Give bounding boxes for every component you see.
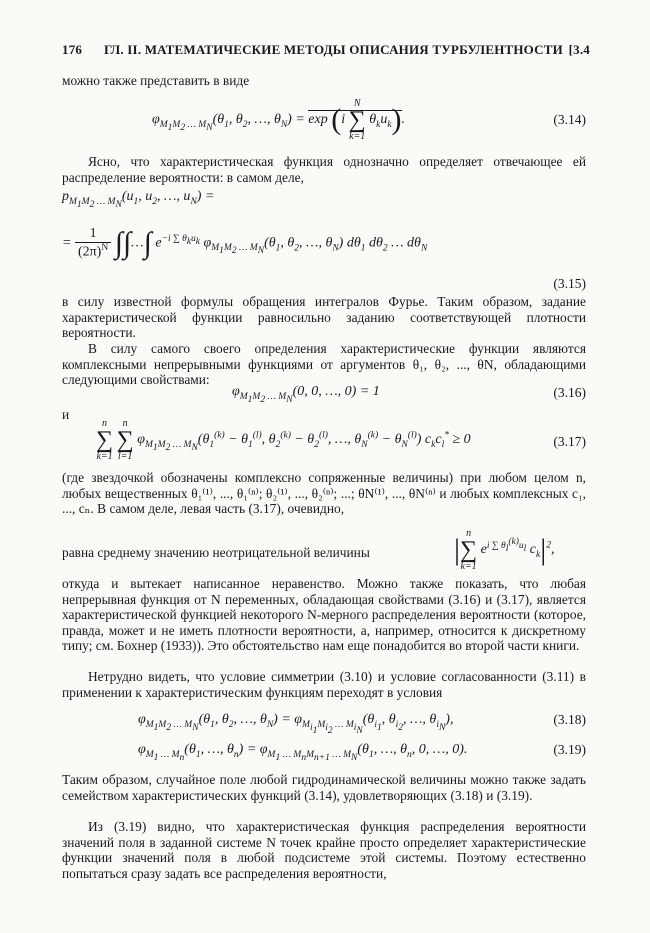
paragraph-6: (где звездочкой обозначены комплексно сопряженные величины) при любом целом n, любых вещественных θ₁⁽¹⁾, ..., θ₁⁽ⁿ⁾; θ₂⁽¹⁾, ..., θ₂⁽ⁿ⁾; ...; θN⁽¹⁾, ..., θN⁽ⁿ⁾ и любых комплексных c₁, ..., cₙ. В самом деле, левая часть (3.17), очевидно,: [62, 470, 586, 517]
equation-number-3-14: (3.14): [553, 112, 586, 127]
equation-number-3-18: (3.18): [553, 712, 586, 727]
chapter-title: ГЛ. II. МАТЕМАТИЧЕСКИЕ МЕТОДЫ ОПИСАНИЯ ТУРБУЛЕНТНОСТИ: [104, 42, 563, 57]
equation-number-3-19: (3.19): [553, 742, 586, 757]
paragraph-10: Из (3.19) видно, что характеристическая функция распределения вероятности значений поля в заданной системе N точек крайне просто определяет характеристические функции значений поля в любой подсистеме этой системы. Поэтому естественно попытаться сразу задать все распределения вероятности,: [62, 819, 586, 881]
equation-3-15-rhs: = $\frac{1}{(2\pi)^N}$ ∫∫…∫ $e^{-i \sum \theta_ku_k}$ $\varphi_{M_1M_2 \dots M_N}(\theta_1$, $\theta_2$, …, $\theta_N$) $d\theta_1$ $d\theta_2$ … $d\theta_N$: [62, 226, 428, 260]
equation-3-14: $\varphi_{M_1M_2 \dots M_N}(\theta_1$, $\theta_2$, …, $\theta_N) = \exp (i$ N ∑ k=1 $\theta_ku_k$).: [152, 98, 406, 142]
equation-3-16: $\varphi_{M_1M_2 \dots M_N}(0$, 0, …, 0) = 1: [232, 384, 380, 405]
paragraph-6b: равна среднему значению неотрицательной величины: [62, 545, 370, 560]
equation-number-3-16: (3.16): [553, 385, 586, 400]
equation-3-19: $\varphi_{M_1 \dots M_n}(\theta_1$, …, $\theta_n) = \varphi_{M_1 \dots M_nM_{n+1} \dots M_N}(\theta_1$, …, $\theta_n$, 0, …, 0).: [138, 742, 468, 763]
paragraph-7: откуда и вытекает написанное неравенство. Можно также показать, что любая непрерывная функция от N переменных, обладающая свойствами (3.16) и (3.17), является характеристической функцией некоторого N-мерного распределения вероятности (которое, правда, может и не иметь плотности вероятности, а, например, относится к дискретному типу; см. Бохнер (1933)). Это обстоятельство нам еще понадобится во второй части книги.: [62, 576, 586, 654]
section-number: [3.4: [568, 42, 590, 57]
equation-3-17: n ∑ k=1 n ∑ l=1 $\varphi_{M_1M_2 \dots M_N}(\theta_1^{(k)} - \theta_1^{(l)}$, $\theta_2^{(k)} - \theta_2^{(l)}$, …, $\theta_N^{(k)} - \theta_N^{(l)}$) $c_kc_l^* \ge 0$: [96, 418, 471, 462]
equation-number-3-15: (3.15): [553, 276, 586, 291]
paragraph-9: Таким образом, случайное поле любой гидродинамической величины можно также задать семейством характеристических функций (3.14), удовлетворяющих (3.18) и (3.19).: [62, 772, 586, 803]
paragraph-8: Нетрудно видеть, что условие симметрии (3.10) и условие согласованности (3.11) в применении к характеристическим функциям переходят в условия: [62, 669, 586, 700]
paragraph-and: и: [62, 407, 70, 422]
paragraph-1: можно также представить в виде: [62, 73, 250, 88]
page-number: 176: [62, 42, 83, 57]
paragraph-4: В силу самого своего определения характеристические функции являются комплексными непрерывными функциями от аргументов θ₁, θ₂, ..., θN, обладающими следующими свойствами:: [62, 341, 586, 388]
equation-number-3-17: (3.17): [553, 434, 586, 449]
equation-3-18: $\varphi_{M_1M_2 \dots M_N}(\theta_1$, $\theta_2$, …, $\theta_N) = \varphi_{M_{i_1}M_{i_2} \dots M_{i_N}}(\theta_{i_1}$, $\theta_{i_2}$, …, $\theta_{i_N}$),: [138, 712, 454, 736]
paragraph-3: в силу известной формулы обращения интегралов Фурье. Таким образом, задание характеристической функции равносильно заданию соответствующей плотности вероятности.: [62, 294, 586, 341]
equation-3-15-lhs: $p_{M_1M_2 \dots M_N}(u_1$, $u_2$, …, $u_N$) =: [62, 189, 215, 210]
equation-modulus-sum: | n ∑ k=1 $e^{i \sum \theta_l^{(k)}u_l}$ $c_k|^2$,: [454, 528, 555, 572]
paragraph-2: Ясно, что характеристическая функция однозначно определяет отвечающее ей распределение вероятности: в самом деле,: [62, 154, 586, 185]
